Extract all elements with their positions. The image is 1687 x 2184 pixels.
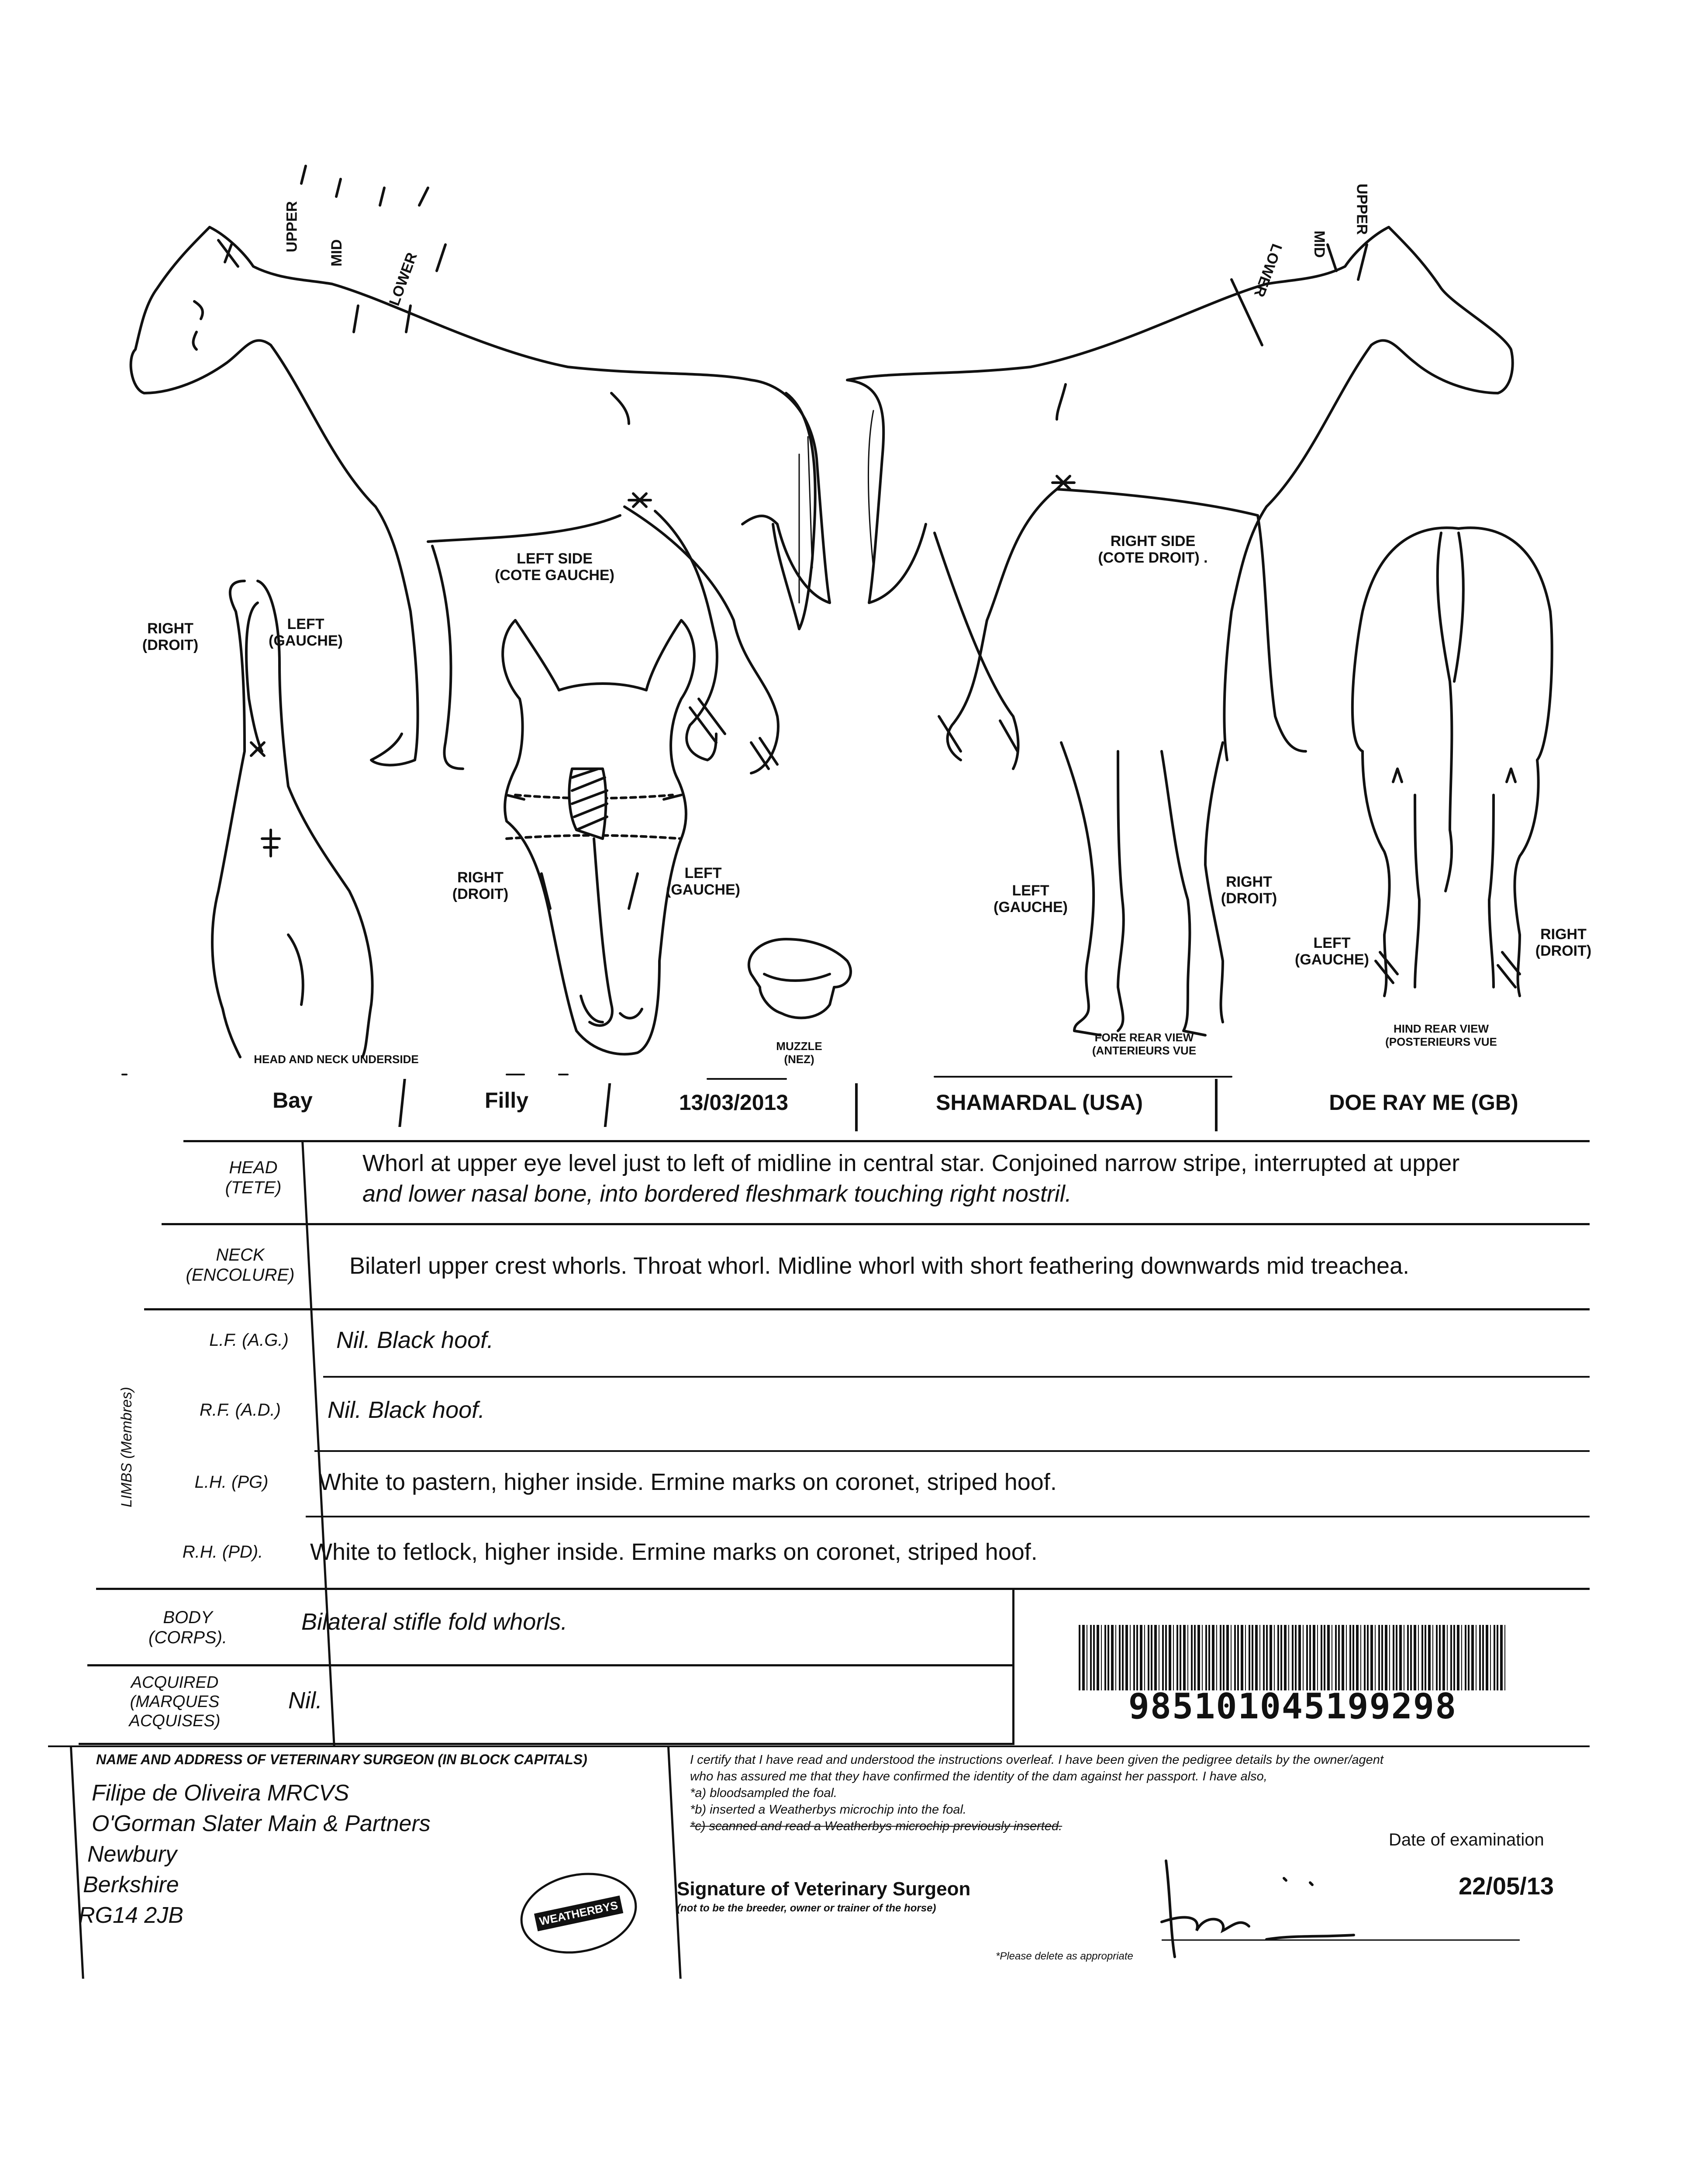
fore-rear-drawing [1061, 743, 1223, 1035]
cert-line3: *a) bloodsampled the foal. [690, 1786, 837, 1800]
dob-value: 13/03/2013 [679, 1090, 789, 1115]
rule-acquired [79, 1743, 1013, 1745]
acquired-label: ACQUIRED (MARQUES ACQUISES) [129, 1673, 221, 1730]
lower-label-right: LOWER [1250, 242, 1285, 299]
exam-date: 22/05/13 [1459, 1872, 1554, 1900]
vet-signature [1153, 1852, 1363, 1966]
neck-left-label: LEFT (GAUCHE) [269, 616, 343, 649]
head-text-line1: Whorl at upper eye level just to left of midline in central star. Conjoined narrow stripe, interrupted at upper [362, 1150, 1460, 1176]
left-side-label: LEFT SIDE (COTE GAUCHE) [495, 550, 614, 584]
head-right-label: RIGHT (DROIT) [452, 869, 509, 902]
vet-name: Filipe de Oliveira MRCVS [92, 1780, 349, 1806]
lh-text: White to pastern, higher inside. Ermine marks on coronet, striped hoof. [319, 1469, 1057, 1495]
signature-label: Signature of Veterinary Surgeon [677, 1878, 971, 1900]
right-side-label: RIGHT SIDE (COTE DROIT) . [1098, 533, 1208, 566]
hind-rear-drawing [1352, 528, 1552, 996]
acquired-text: Nil. [288, 1687, 322, 1714]
head-left-label: LEFT (GAUCHE) [666, 865, 740, 898]
rule-lf [323, 1376, 1590, 1378]
fore-right-label: RIGHT (DROIT) [1221, 874, 1277, 907]
lf-text: Nil. Black hoof. [336, 1327, 494, 1353]
head-label: HEAD (TETE) [225, 1158, 282, 1197]
microchip-number: 985101045199298 [1128, 1686, 1457, 1727]
rh-text: White to fetlock, higher inside. Ermine marks on coronet, striped hoof. [310, 1539, 1038, 1565]
neck-underside-drawing [212, 581, 372, 1057]
rf-label: R.F. (A.D.) [200, 1400, 281, 1420]
rule-neck [144, 1308, 1590, 1310]
upper-label-left: UPPER [283, 201, 300, 252]
header-divider-3 [855, 1083, 858, 1131]
microchip-barcode [1079, 1625, 1507, 1690]
footnote: *Please delete as appropriate [996, 1950, 1133, 1962]
neck-right-label: RIGHT (DROIT) [142, 620, 199, 653]
lf-label: L.F. (A.G.) [209, 1330, 289, 1350]
rule-limbs [96, 1588, 1590, 1590]
mid-label-right: MID [1311, 230, 1328, 258]
body-right-border [1012, 1590, 1014, 1745]
left-side-horse [131, 166, 830, 773]
neck-text: Bilaterl upper crest whorls. Throat whorl. Midline whorl with short feathering downwards mid treachea. [349, 1253, 1410, 1279]
hind-right-label: RIGHT (DROIT) [1535, 926, 1592, 959]
cert-line1: I certify that I have read and understood the instructions overleaf. I have been given the pedigree details by the owner/agent [690, 1753, 1383, 1767]
muzzle-drawing [749, 939, 851, 1018]
rule-rf [314, 1450, 1590, 1452]
lh-label: L.H. (PG) [194, 1472, 269, 1492]
right-side-horse [847, 227, 1513, 769]
cert-line4: *b) inserted a Weatherbys microchip into the foal. [690, 1803, 966, 1817]
muzzle-caption: MUZZLE (NEZ) [776, 1040, 822, 1066]
hind-left-label: LEFT (GAUCHE) [1295, 935, 1369, 968]
colour-value: Bay [273, 1088, 313, 1113]
signature-note: (not to be the breeder, owner or trainer of the horse) [677, 1902, 936, 1914]
upper-label-right: UPPER [1353, 183, 1370, 235]
rule-lh [306, 1516, 1590, 1517]
neck-label: NECK (ENCOLURE) [186, 1245, 295, 1285]
rule-head [162, 1223, 1590, 1225]
body-label: BODY (CORPS). [148, 1608, 227, 1647]
rule-body [87, 1664, 1013, 1666]
head-front-drawing [503, 620, 694, 1054]
signature-line [1162, 1939, 1520, 1941]
cert-line2: who has assured me that they have confirmed the identity of the dam against her passport. I have also, [690, 1769, 1267, 1783]
vet-heading: NAME AND ADDRESS OF VETERINARY SURGEON (IN BLOCK CAPITALS) [96, 1752, 587, 1767]
fore-left-label: LEFT (GAUCHE) [994, 882, 1068, 916]
head-text-line2: and lower nasal bone, into bordered fleshmark touching right nostril. [362, 1181, 1072, 1207]
vet-postcode: RG14 2JB [79, 1903, 183, 1928]
fore-rear-caption: FORE REAR VIEW (ANTERIEURS VUE [1092, 1031, 1197, 1057]
rh-label: R.H. (PD). [182, 1542, 263, 1562]
date-label: Date of examination [1389, 1830, 1544, 1849]
mid-label-left: MID [328, 239, 345, 267]
rule-bottom [48, 1745, 1590, 1747]
hind-rear-caption: HIND REAR VIEW (POSTERIEURS VUE [1385, 1022, 1497, 1048]
rule-top [183, 1140, 1590, 1142]
body-text: Bilateral stifle fold whorls. [301, 1609, 568, 1635]
vet-practice: O'Gorman Slater Main & Partners [92, 1811, 431, 1836]
stamp-text: WEATHERBYS [534, 1895, 623, 1931]
vet-town: Newbury [87, 1842, 177, 1867]
sex-value: Filly [484, 1088, 529, 1113]
head-neck-caption: HEAD AND NECK UNDERSIDE [254, 1053, 419, 1066]
header-divider-4 [1215, 1079, 1218, 1131]
dam-value: DOE RAY ME (GB) [1329, 1090, 1518, 1115]
cert-line5: *c) scanned and read a Weatherbys microchip previously inserted. [690, 1819, 1063, 1833]
lower-label-left: LOWER [386, 250, 421, 308]
vet-county: Berkshire [83, 1872, 179, 1897]
rf-text: Nil. Black hoof. [328, 1397, 485, 1423]
limbs-label: LIMBS (Membres) [118, 1387, 135, 1507]
sire-value: SHAMARDAL (USA) [935, 1090, 1143, 1115]
